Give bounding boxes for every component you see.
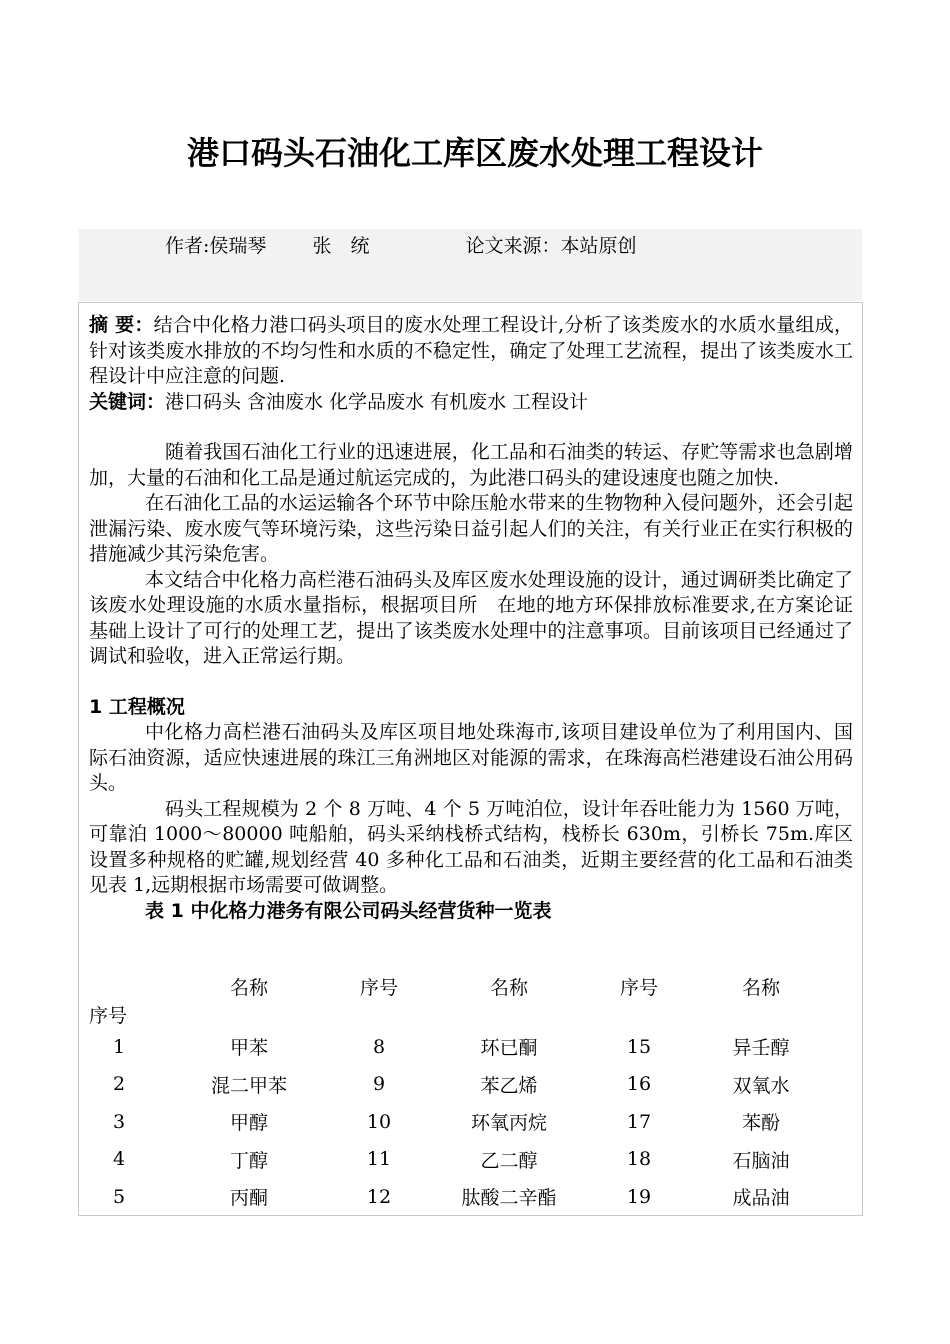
- table-header-cell: 名称: [741, 977, 780, 999]
- intro-paragraph: 随着我国石油化工行业的迅速进展，化工品和石油类的转运、存贮等需求也急剧增加，大量的石油和化工品是通过航运完成的，为此港口码头的建设速度也随之加快.: [89, 441, 853, 489]
- abstract-label: 摘 要：: [89, 314, 154, 336]
- article-body: [78, 302, 863, 1216]
- table-cell: 15: [626, 1035, 652, 1058]
- table-cell: 肽酸二辛酯: [461, 1187, 557, 1210]
- table-cell: 3: [112, 1110, 126, 1133]
- document-title: 港口码头石油化工库区废水处理工程设计: [186, 134, 763, 172]
- author-info-box: [79, 229, 862, 301]
- section-paragraph: 中化格力高栏港石油码头及库区项目地处珠海市,该项目建设单位为了利用国内、国际石油资源，适应快速进展的珠江三角洲地区对能源的需求，在珠海高栏港建设石油公用码头。: [89, 721, 853, 794]
- table-cell: 9: [372, 1073, 386, 1096]
- table-cell: 16: [626, 1073, 652, 1096]
- table-row: [89, 1103, 853, 1141]
- table-row: [89, 1178, 853, 1216]
- table-header-cell: 序号: [359, 977, 398, 999]
- table-cell: 乙二醇: [480, 1149, 538, 1172]
- table-caption: 表 1 中化格力港务有限公司码头经营货种一览表: [145, 899, 552, 922]
- coauthor-name: 张 统: [312, 235, 370, 257]
- table-cell: 丁醇: [229, 1149, 268, 1172]
- table-cell: 苯酚: [741, 1112, 780, 1135]
- table-cell: 18: [626, 1148, 652, 1171]
- author-line: [165, 231, 637, 258]
- table-cell: 石脑油: [732, 1149, 790, 1172]
- table-cell: 苯乙烯: [480, 1074, 538, 1097]
- table-header-cell: 序号: [89, 1005, 128, 1027]
- table-cell: 12: [366, 1185, 392, 1208]
- table-cell: 2: [112, 1073, 126, 1096]
- section-heading: 1 工程概况: [89, 695, 185, 718]
- table-cell: 成品油: [732, 1187, 790, 1210]
- keywords: [89, 390, 853, 416]
- keywords-label: 关键词：: [89, 390, 166, 413]
- table-header-cell: 序号: [619, 977, 658, 999]
- table-row: [89, 1028, 853, 1066]
- table-cell: 双氧水: [732, 1074, 790, 1097]
- table-cell: 混二甲苯: [210, 1074, 287, 1097]
- table-cell: 异壬醇: [732, 1037, 790, 1060]
- table-cell: 17: [626, 1110, 652, 1133]
- table-row: [89, 1066, 853, 1104]
- table-cell: 4: [112, 1148, 126, 1171]
- goods-table: [89, 965, 853, 1216]
- table-header-cell: 名称: [229, 977, 268, 999]
- keywords-text: 港口码头 含油废水 化学品废水 有机废水 工程设计: [165, 390, 589, 413]
- table-cell: 10: [366, 1110, 392, 1133]
- table-cell: 甲苯: [229, 1037, 268, 1060]
- author-name: 作者:侯瑞琴: [165, 235, 267, 257]
- table-row: [89, 1141, 853, 1179]
- intro-paragraph: 本文结合中化格力高栏港石油码头及库区废水处理设施的设计，通过调研类比确定了该废水处理设施的水质水量指标，根据项目所 在地的地方环保排放标准要求,在方案论证基础上设计了可行的处理工艺，提出了该类废水处理中的注意事项。目前该项目已经通过了调试和验收，进入正常运行期。: [89, 568, 853, 667]
- section-paragraph: 码头工程规模为 2 个 8 万吨、4 个 5 万吨泊位，设计年吞吐能力为 1560 万吨，可靠泊 1000～80000 吨船舶，码头采纳栈桥式结构，栈桥长 630m，引桥长 75m.库区设置多种规格的贮罐,规划经营 40 多种化工品和石油类，近期主要经营的化工品和石油类见表 1,远期根据市场需要可做调整。: [89, 797, 853, 896]
- abstract: [89, 313, 853, 390]
- intro-paragraph: 在石油化工品的水运运输各个环节中除压舱水带来的生物物种入侵问题外，还会引起泄漏污染、废水废气等环境污染，这些污染日益引起人们的关注，有关行业正在实行积极的措施减少其污染危害。: [89, 492, 853, 565]
- table-cell: 丙酮: [229, 1187, 268, 1210]
- table-header-cell: 名称: [489, 977, 528, 999]
- table-cell: 19: [626, 1185, 652, 1208]
- table-cell: 环已酮: [480, 1037, 538, 1060]
- table-cell: 环氧丙烷: [470, 1112, 547, 1135]
- table-cell: 1: [112, 1035, 126, 1058]
- table-cell: 11: [366, 1148, 392, 1171]
- article-content: [89, 313, 853, 924]
- abstract-text: 结合中化格力港口码头项目的废水处理工程设计,分析了该类废水的水质水量组成，针对该类废水排放的不均匀性和水质的不稳定性，确定了处理工艺流程，提出了该类废水工程设计中应注意的问题.: [89, 314, 853, 387]
- table-cell: 8: [372, 1035, 386, 1058]
- article-source: 论文来源：本站原创: [465, 235, 637, 257]
- table-header-row: [89, 965, 853, 1028]
- table-cell: 甲醇: [229, 1112, 268, 1135]
- table-cell: 5: [112, 1185, 126, 1208]
